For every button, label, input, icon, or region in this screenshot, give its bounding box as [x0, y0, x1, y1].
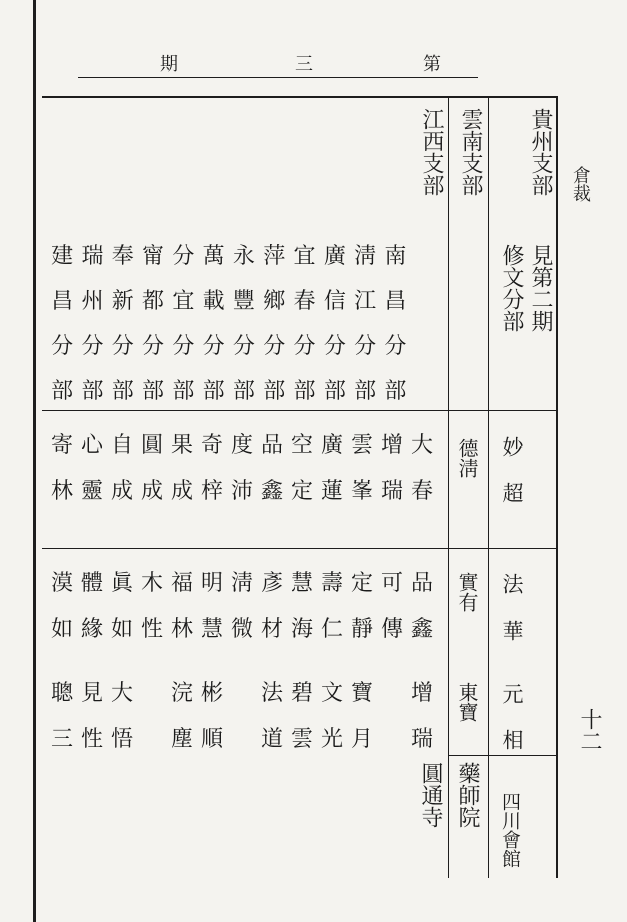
- cell: 鄉: [263, 289, 286, 314]
- cell: 雲: [350, 433, 373, 458]
- cell: 彬: [200, 681, 223, 706]
- cell: 分: [323, 334, 346, 359]
- cell: 林: [50, 479, 73, 504]
- cell: 分: [354, 334, 377, 359]
- head-guizhou: 貴州支部: [528, 108, 553, 196]
- cell: 都: [142, 289, 165, 314]
- cell: 明: [200, 571, 223, 596]
- cell: 分: [293, 334, 316, 359]
- cell: 悟: [110, 727, 133, 752]
- cell: 海: [290, 617, 313, 642]
- cell: 大: [110, 681, 133, 706]
- cell: 壽: [320, 571, 343, 596]
- cell: 州: [81, 289, 104, 314]
- cell: 分: [81, 334, 104, 359]
- cell: 仁: [320, 617, 343, 642]
- cell: 聰: [50, 681, 73, 706]
- guizhou-hua: 華: [500, 620, 524, 641]
- cell: 雲: [290, 727, 313, 752]
- header-di: 第: [423, 54, 443, 75]
- cell: 定: [350, 571, 373, 596]
- cell: 萍: [263, 244, 286, 269]
- names-block-2: [47, 573, 437, 641]
- cell: 廣: [323, 244, 346, 269]
- cell: 部: [81, 379, 104, 404]
- cell: 信: [323, 289, 346, 314]
- cell: 光: [320, 727, 343, 752]
- rule-1: [42, 410, 556, 411]
- cell: 果: [170, 433, 193, 458]
- yunnan-shiyou: 實有: [455, 572, 479, 612]
- cell: [137, 729, 167, 751]
- cell: 分: [142, 334, 165, 359]
- cell: 順: [200, 727, 223, 752]
- cell: 瑞: [380, 479, 403, 504]
- rule-3: [448, 755, 556, 756]
- cell: 淸: [230, 571, 253, 596]
- cell: 峯: [350, 479, 373, 504]
- cell: 分: [232, 334, 255, 359]
- left-margin-line: [33, 0, 36, 922]
- cell: 林: [170, 617, 193, 642]
- cell: 品: [410, 571, 433, 596]
- cell: 性: [140, 617, 163, 642]
- cell: 塵: [170, 727, 193, 752]
- cell: 靈: [80, 479, 103, 504]
- cell: 分: [111, 334, 134, 359]
- cell: 部: [142, 379, 165, 404]
- cell: 甯: [142, 244, 165, 269]
- cell: 傳: [380, 617, 403, 642]
- cell: 昌: [384, 289, 407, 314]
- guizhou-miao: 妙: [500, 436, 524, 457]
- cell: 瑞: [81, 244, 104, 269]
- cell: 靜: [350, 617, 373, 642]
- cell: 見: [80, 681, 103, 706]
- header-qi: 期: [160, 54, 180, 75]
- cell: 可: [380, 571, 403, 596]
- cell: 品: [260, 433, 283, 458]
- cell: 眞: [110, 571, 133, 596]
- cell: 增: [380, 433, 403, 458]
- cell: 彥: [260, 571, 283, 596]
- bottom-guizhou-temple: 四川會館: [499, 792, 521, 868]
- cell: 法: [260, 681, 283, 706]
- cell: 圓: [140, 433, 163, 458]
- names-block-1: [47, 435, 437, 503]
- cell: 成: [110, 479, 133, 504]
- cell: 新: [111, 289, 134, 314]
- cell: 分: [172, 244, 195, 269]
- cell: 寶: [350, 681, 373, 706]
- cell: 部: [323, 379, 346, 404]
- cell: 部: [263, 379, 286, 404]
- cell: 如: [50, 617, 73, 642]
- cell: 福: [170, 571, 193, 596]
- top-rule: [42, 96, 557, 98]
- cell: 春: [410, 479, 433, 504]
- cell: 南: [384, 244, 407, 269]
- bottom-jiangxi-temple: 圓通寺: [418, 762, 443, 828]
- header-rule: [78, 77, 478, 78]
- cell: 大: [410, 433, 433, 458]
- cell: 永: [232, 244, 255, 269]
- margin-top-label: 倉裁: [570, 166, 591, 202]
- cell: 度: [230, 433, 253, 458]
- cell: 宜: [172, 289, 195, 314]
- cell: 道: [260, 727, 283, 752]
- cell: [137, 683, 167, 705]
- cell: 萬: [202, 244, 225, 269]
- yunnan-dequan: 德淸: [455, 438, 479, 478]
- guizhou-see-issue: 見第二期: [528, 244, 553, 332]
- cell: 瑞: [410, 727, 433, 752]
- cell: 漠: [50, 571, 73, 596]
- cell: 木: [140, 571, 163, 596]
- cell: 宜: [293, 244, 316, 269]
- cell: 鑫: [410, 617, 433, 642]
- header-san: 三: [295, 54, 315, 75]
- cell: 自: [110, 433, 133, 458]
- cell: [227, 683, 257, 705]
- cell: 浣: [170, 681, 193, 706]
- cell: 部: [232, 379, 255, 404]
- cell: 鑫: [260, 479, 283, 504]
- yunnan-dongbao: 東寶: [455, 682, 479, 722]
- cell: 部: [354, 379, 377, 404]
- cell: 廣: [320, 433, 343, 458]
- cell: 增: [410, 681, 433, 706]
- bottom-yunnan-temple: 藥師院: [455, 762, 480, 828]
- cell: 文: [320, 681, 343, 706]
- guizhou-xiang: 相: [500, 729, 524, 750]
- cell: 成: [170, 479, 193, 504]
- cell: 分: [51, 334, 74, 359]
- cell: 部: [293, 379, 316, 404]
- cell: 奇: [200, 433, 223, 458]
- cell: 心: [80, 433, 103, 458]
- guizhou-chao: 超: [500, 482, 524, 503]
- guizhou-yuan: 元: [500, 683, 524, 704]
- cell: 寄: [50, 433, 73, 458]
- cell: 部: [51, 379, 74, 404]
- guizhou-xiuwen: 修文分部: [499, 244, 524, 332]
- cell: 淸: [354, 244, 377, 269]
- cell: 分: [202, 334, 225, 359]
- cell: 分: [384, 334, 407, 359]
- cell: 如: [110, 617, 133, 642]
- cell: 定: [290, 479, 313, 504]
- cell: 部: [202, 379, 225, 404]
- page-number: 十二: [577, 708, 602, 752]
- cell: 春: [293, 289, 316, 314]
- head-yunnan: 雲南支部: [458, 108, 483, 196]
- cell: 月: [350, 727, 373, 752]
- names-block-3: [47, 683, 437, 751]
- cell: 分: [263, 334, 286, 359]
- cell: 載: [202, 289, 225, 314]
- cell: 材: [260, 617, 283, 642]
- cell: 碧: [290, 681, 313, 706]
- rule-2: [42, 548, 556, 549]
- head-jiangxi: 江西支部: [419, 108, 444, 196]
- cell: 江: [354, 289, 377, 314]
- cell: 沛: [230, 479, 253, 504]
- cell: 昌: [51, 289, 74, 314]
- cell: 豐: [232, 289, 255, 314]
- right-border: [556, 96, 558, 878]
- cell: 三: [50, 727, 73, 752]
- cell: 體: [80, 571, 103, 596]
- cell: 部: [172, 379, 195, 404]
- cell: 空: [290, 433, 313, 458]
- cell: [227, 729, 257, 751]
- guizhou-fa: 法: [500, 573, 524, 594]
- cell: 成: [140, 479, 163, 504]
- cell: 慧: [200, 617, 223, 642]
- cell: 奉: [111, 244, 134, 269]
- col-divider-yunnan: [448, 96, 449, 878]
- cell: 分: [172, 334, 195, 359]
- cell: 建: [51, 244, 74, 269]
- cell: [377, 729, 407, 751]
- cell: 慧: [290, 571, 313, 596]
- cell: 微: [230, 617, 253, 642]
- cell: 梓: [200, 479, 223, 504]
- cell: 部: [111, 379, 134, 404]
- cell: 蓮: [320, 479, 343, 504]
- cell: 緣: [80, 617, 103, 642]
- col-divider-guizhou: [488, 96, 489, 878]
- cell: 部: [384, 379, 407, 404]
- jiangxi-grid: [47, 246, 411, 403]
- page-header: [160, 50, 460, 74]
- cell: 性: [80, 727, 103, 752]
- cell: [377, 683, 407, 705]
